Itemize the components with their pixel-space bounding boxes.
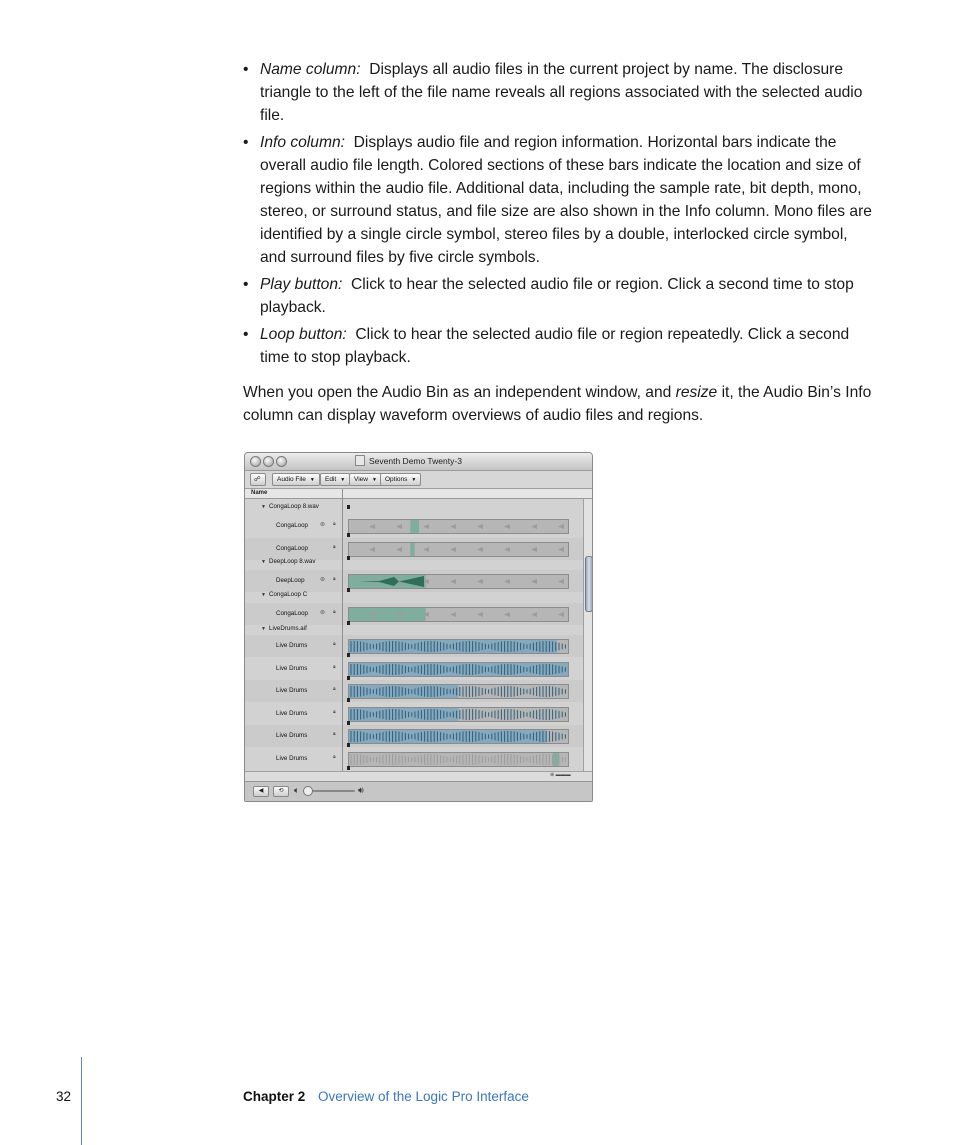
row-name: CongaLoop C	[269, 591, 308, 598]
bullet-list	[243, 58, 873, 373]
row-name: DeepLoop 8.wav	[269, 558, 316, 565]
minimize-icon[interactable]	[263, 456, 274, 467]
lock-icon[interactable]: 🔒︎	[333, 686, 336, 692]
menu-label: Options	[385, 476, 408, 483]
chapter-title-link[interactable]: Overview of the Logic Pro Interface	[318, 1089, 529, 1104]
file-list	[245, 499, 583, 771]
row-name: Live Drums	[276, 687, 308, 694]
scrollbar-thumb[interactable]	[585, 556, 593, 612]
region-start-marker	[347, 653, 350, 657]
lock-icon[interactable]: 🔒︎	[333, 641, 336, 647]
info-bar	[348, 639, 569, 654]
loop-region-icon[interactable]: ⊚	[320, 577, 326, 583]
window-title-text: Seventh Demo Twenty-3	[369, 456, 462, 466]
menu-options[interactable]: Options ▼	[380, 473, 421, 486]
region-highlight	[349, 685, 459, 698]
volume-slider[interactable]	[307, 790, 355, 792]
row-name: Live Drums	[276, 665, 308, 672]
zoom-icon[interactable]	[276, 456, 287, 467]
region-highlight	[349, 708, 459, 721]
disclosure-triangle-icon[interactable]: ▼	[261, 504, 266, 510]
bullet-text: Click to hear the selected audio file or region. Click a second time to stop playback.	[260, 276, 854, 316]
row-name: DeepLoop	[276, 577, 305, 584]
region-highlight	[349, 663, 568, 676]
info-bar	[348, 519, 569, 534]
bullet-term: Play button:	[260, 276, 343, 293]
region-row[interactable]	[245, 635, 583, 657]
window-title	[355, 455, 462, 466]
link-icon[interactable]: ☍	[250, 473, 266, 486]
menu-label: Audio File	[277, 476, 306, 483]
region-highlight	[349, 608, 426, 621]
lock-icon[interactable]: 🔒︎	[333, 521, 336, 527]
region-row[interactable]	[245, 703, 583, 725]
bullet-text: Displays audio file and region information. Horizontal bars indicate the overall audio file length. Colored sections of these bars indicate the location and size of regions within the audio file. Additional data, including the sample rate, bit depth, mono, stereo, or surround status, and file size are also shown in the Info column. Mono files are identified by a single circle symbol, stereo files by a double, interlocked circle symbol, and surround files by five circle symbols.	[260, 134, 872, 266]
region-start-marker	[347, 533, 350, 537]
region-row[interactable]	[245, 570, 583, 592]
waveform-path	[369, 524, 564, 529]
audio-bin-window	[244, 452, 593, 802]
loop-icon[interactable]: ⟲	[273, 786, 289, 797]
info-bar	[348, 662, 569, 677]
volume-knob[interactable]	[303, 786, 313, 796]
audio-file-row[interactable]	[245, 591, 583, 600]
lock-icon[interactable]: 🔒︎	[333, 609, 336, 615]
row-name: CongaLoop	[276, 610, 308, 617]
region-start-marker	[347, 766, 350, 770]
waveform-overview	[349, 608, 568, 621]
audio-file-row[interactable]	[245, 503, 583, 512]
waveform-overview	[349, 543, 568, 556]
region-row[interactable]	[245, 603, 583, 625]
bullet-text: Click to hear the selected audio file or region repeatedly. Click a second time to stop playback.	[260, 326, 850, 366]
row-name: CongaLoop 8.wav	[269, 503, 319, 510]
info-bar	[348, 574, 569, 589]
info-bar	[348, 752, 569, 767]
lock-icon[interactable]: 🔒︎	[333, 754, 336, 760]
region-row[interactable]	[245, 680, 583, 702]
info-bar	[348, 707, 569, 722]
info-bar	[348, 684, 569, 699]
page-number: 32	[56, 1089, 72, 1104]
region-start-marker	[347, 743, 350, 747]
waveform-overview	[349, 520, 568, 533]
waveform-path	[351, 754, 565, 765]
waveform-overview	[349, 753, 568, 766]
info-bar	[348, 729, 569, 744]
horizontal-scrollbar[interactable]	[245, 771, 592, 781]
bullet-term: Name column:	[260, 61, 361, 78]
file-start-marker	[347, 505, 350, 509]
region-highlight	[349, 730, 546, 743]
footer-rule	[81, 1057, 82, 1145]
waveform-overview	[349, 730, 568, 743]
lock-icon[interactable]: 🔒︎	[333, 731, 336, 737]
waveform-overview	[349, 685, 568, 698]
document-icon	[355, 455, 365, 466]
loop-region-icon[interactable]: ⊚	[320, 522, 326, 528]
lock-icon[interactable]: 🔒︎	[333, 544, 336, 550]
bullet-term: Loop button:	[260, 326, 347, 343]
speaker-low-icon: 🔈︎	[294, 785, 300, 795]
disclosure-triangle-icon[interactable]: ▼	[261, 592, 266, 598]
bullet-term: Info column:	[260, 134, 345, 151]
waveform-overview	[349, 640, 568, 653]
paragraph-emphasis: resize	[675, 384, 718, 401]
play-icon[interactable]: ◀	[253, 786, 269, 797]
row-name: Live Drums	[276, 755, 308, 762]
lock-icon[interactable]: 🔒︎	[333, 709, 336, 715]
menu-audio-file[interactable]: Audio File ▼	[272, 473, 320, 486]
waveform-overview	[349, 708, 568, 721]
waveform-overview	[349, 575, 568, 588]
close-icon[interactable]	[250, 456, 261, 467]
column-divider[interactable]	[342, 489, 343, 772]
region-start-marker	[347, 698, 350, 702]
region-highlight	[410, 543, 414, 556]
audio-file-row[interactable]	[245, 625, 583, 634]
column-header-label: Name	[251, 490, 268, 496]
info-bar	[348, 607, 569, 622]
waveform-path	[369, 547, 564, 552]
region-row[interactable]	[245, 748, 583, 770]
bullet-item: • Play button: Click to hear the selected audio file or region. Click a second time to stop playback.	[243, 276, 854, 316]
disclosure-triangle-icon[interactable]: ▼	[261, 626, 266, 632]
bullet-item: • Loop button: Click to hear the selected audio file or region repeatedly. Click a second time to stop playback.	[243, 326, 850, 366]
row-name: Live Drums	[276, 710, 308, 717]
zoom-slider-icon[interactable]: ⊕ ▬▬▬	[550, 772, 571, 778]
disclosure-triangle-icon[interactable]: ▼	[261, 559, 266, 565]
region-row[interactable]	[245, 515, 583, 537]
column-header[interactable]	[245, 489, 592, 499]
chapter-label: Chapter 2	[243, 1089, 306, 1104]
lock-icon[interactable]: 🔒︎	[333, 576, 336, 582]
menu-label: Edit	[325, 476, 337, 483]
paragraph-text: it, the Audio Bin’s Info column can display waveform overviews of audio files and regions.	[243, 384, 872, 424]
row-name: Live Drums	[276, 642, 308, 649]
lock-icon[interactable]: 🔒︎	[333, 664, 336, 670]
window-toolbar	[245, 471, 592, 489]
region-row[interactable]	[245, 538, 583, 560]
transport-bar	[245, 781, 592, 802]
region-row[interactable]	[245, 725, 583, 747]
info-bar	[348, 542, 569, 557]
speaker-high-icon: 🔊︎	[358, 785, 364, 795]
row-name: CongaLoop	[276, 522, 308, 529]
row-name: CongaLoop	[276, 545, 308, 552]
menu-view[interactable]: View ▼	[349, 473, 382, 486]
bullet-item: • Name column: Displays all audio files in the current project by name. The disclosure triangle to the left of the file name reveals all regions associated with the selected audio file.	[243, 61, 863, 124]
waveform-overview	[349, 663, 568, 676]
row-name: LiveDrums.aif	[269, 625, 307, 632]
paragraph-text: When you open the Audio Bin as an independent window, and	[243, 384, 676, 401]
region-row[interactable]	[245, 658, 583, 680]
bullet-item: • Info column: Displays audio file and region information. Horizontal bars indicate the overall audio file length. Colored sections of these bars indicate the location and size of regions within the audio file. Additional data, including the sample rate, bit depth, mono, stereo, or surround status, and file size are also shown in the Info column. Mono files are identified by a single circle symbol, stereo files by a double, interlocked circle symbol, and surround files by five circle symbols.	[243, 134, 872, 266]
region-highlight	[410, 520, 419, 533]
menu-edit[interactable]: Edit ▼	[320, 473, 350, 486]
menu-label: View	[354, 476, 368, 483]
audio-file-row[interactable]	[245, 558, 583, 567]
window-titlebar	[245, 453, 592, 471]
loop-region-icon[interactable]: ⊚	[320, 610, 326, 616]
bullet-text: Displays all audio files in the current project by name. The disclosure triangle to the left of the file name reveals all regions associated with the selected audio file.	[260, 61, 863, 124]
vertical-scrollbar[interactable]	[583, 499, 593, 771]
body-paragraph	[243, 381, 873, 427]
row-name: Live Drums	[276, 732, 308, 739]
